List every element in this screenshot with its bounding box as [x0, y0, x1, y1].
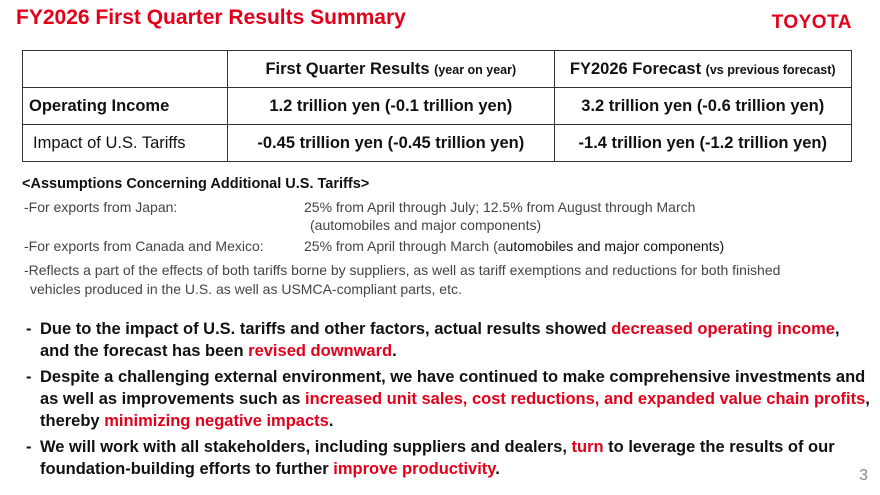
table-header-row [23, 51, 852, 88]
bullet-text: , and the forecast has been [40, 320, 840, 360]
bullet-highlight: revised downward [248, 342, 393, 360]
bullet-text: , thereby [40, 390, 870, 430]
bullet-highlight: improve productivity [333, 460, 496, 478]
bullet-text: to leverage the results of our foundation-building efforts to further [40, 438, 835, 478]
summary-bullets [26, 318, 871, 484]
bullet-text: . [328, 412, 334, 430]
header-forecast [554, 51, 851, 88]
header-empty-cell [23, 51, 228, 88]
forecast-value: -1.4 trillion yen (-1.2 trillion yen) [554, 125, 851, 162]
bullet-dash: - [26, 368, 32, 386]
results-table [22, 50, 852, 162]
japan-label: -For exports from Japan: [24, 199, 178, 215]
header-forecast-sub: (vs previous forecast) [705, 62, 836, 77]
canmex-label: -For exports from Canada and Mexico: [24, 238, 264, 254]
table-row-tariffs [23, 125, 852, 162]
page-title: FY2026 First Quarter Results Summary [16, 6, 406, 29]
bullet-text: Due to the impact of U.S. tariffs and other factors, actual results showed [40, 320, 612, 338]
bullet-item [26, 436, 871, 480]
header-q1-results [228, 51, 554, 88]
bullet-dash: - [26, 438, 32, 456]
canmex-value-a: 25% from April through March (a [304, 238, 506, 254]
bullet-highlight: decreased operating income [611, 320, 835, 338]
bullet-item [26, 318, 871, 362]
reflects-line2: vehicles produced in the U.S. as well as USMCA-compliant parts, etc. [30, 281, 462, 297]
page-number: 3 [859, 467, 868, 484]
bullet-text: . [495, 460, 500, 478]
bullet-text: We will work with all stakeholders, including suppliers and dealers, [40, 438, 572, 456]
header-q1-main: First Quarter Results [265, 59, 430, 78]
header-q1-sub: (year on year) [434, 62, 517, 77]
bullet-highlight: turn [571, 438, 604, 456]
bullet-highlight: increased unit sales, cost reductions, and expanded value chain profits [305, 390, 866, 408]
row-label: Operating Income [23, 88, 228, 125]
forecast-value: 3.2 trillion yen (-0.6 trillion yen) [554, 88, 851, 125]
canmex-value-b: utomobiles and major components) [505, 238, 725, 254]
bullet-highlight: minimizing negative impacts [104, 412, 329, 430]
bullet-dash: - [26, 320, 32, 338]
row-label: Impact of U.S. Tariffs [23, 125, 228, 162]
table-row-operating-income [23, 88, 852, 125]
japan-value-line2: (automobiles and major components) [310, 217, 542, 233]
q1-value: 1.2 trillion yen (-0.1 trillion yen) [228, 88, 554, 125]
toyota-logo: TOYOTA [771, 12, 852, 33]
canmex-value [304, 238, 724, 254]
header-forecast-main: FY2026 Forecast [569, 59, 702, 78]
bullet-item [26, 366, 871, 432]
japan-value-line1: 25% from April through July; 12.5% from August through March [304, 199, 696, 215]
bullet-text: Despite a challenging external environment, we have continued to make comprehensive investments and as well as improvements such as [40, 368, 866, 408]
bullet-text: . [392, 342, 397, 360]
reflects-line1: -Reflects a part of the effects of both tariffs borne by suppliers, as well as tariff exemptions and reductions for both finished [24, 262, 781, 278]
q1-value: -0.45 trillion yen (-0.45 trillion yen) [228, 125, 554, 162]
assumptions-title: <Assumptions Concerning Additional U.S. Tariffs> [22, 176, 370, 192]
